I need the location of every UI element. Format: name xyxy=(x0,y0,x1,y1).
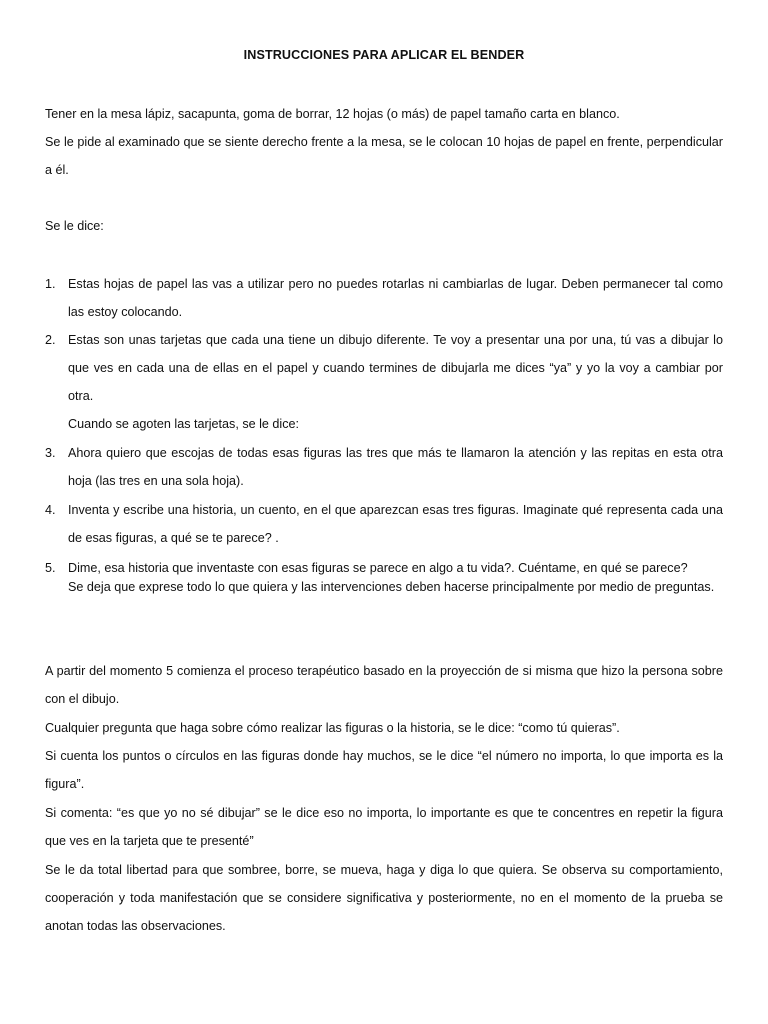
intro-paragraph-position: Se le pide al examinado que se siente derecho frente a la mesa, se le colocan 10 hojas de papel en frente, perpendicular a él. xyxy=(45,135,723,177)
item-number-2: 2. xyxy=(45,333,56,347)
closing-paragraph-3: Si cuenta los puntos o círculos en las figuras donde hay muchos, se le dice “el número no importa, lo que importa es la figura”. xyxy=(45,749,723,791)
closing-paragraph-5: Se le da total libertad para que sombree, borre, se mueva, haga y diga lo que quiera. Se observa su comportamiento, cooperación y toda manifestación que se considere significativa y posteriormente, no en el momento de la prueba se anotan todas las observaciones. xyxy=(45,863,723,933)
item-number-3: 3. xyxy=(45,446,56,460)
item-number-1: 1. xyxy=(45,277,56,291)
document-title: INSTRUCCIONES PARA APLICAR EL BENDER xyxy=(243,48,525,62)
se-le-dice-label: Se le dice: xyxy=(45,219,104,233)
list-item-4: Inventa y escribe una historia, un cuento, en el que aparezcan esas tres figuras. Imaginate qué representa cada una de esas figuras, a qué se te parece? . xyxy=(68,503,723,545)
list-item-5: Dime, esa historia que inventaste con esas figuras se parece en algo a tu vida?. Cuéntame, en qué se parece? xyxy=(68,561,688,575)
intro-paragraph-materials: Tener en la mesa lápiz, sacapunta, goma de borrar, 12 hojas (o más) de papel tamaño carta en blanco. xyxy=(45,107,620,121)
list-item-1: Estas hojas de papel las vas a utilizar pero no puedes rotarlas ni cambiarlas de lugar. Deben permanecer tal como las estoy colocando. xyxy=(68,277,723,319)
closing-paragraph-1: A partir del momento 5 comienza el proceso terapéutico basado en la proyección de si misma que hizo la persona sobre con el dibujo. xyxy=(45,664,723,706)
list-note-interventions: Se deja que exprese todo lo que quiera y las intervenciones deben hacerse principalmente por medio de preguntas. xyxy=(68,580,715,594)
list-note-cards-done: Cuando se agoten las tarjetas, se le dice: xyxy=(68,417,300,431)
item-number-5: 5. xyxy=(45,561,56,575)
item-number-4: 4. xyxy=(45,503,56,517)
closing-paragraph-2: Cualquier pregunta que haga sobre cómo realizar las figuras o la historia, se le dice: “como tú quieras”. xyxy=(45,721,620,735)
list-item-2: Estas son unas tarjetas que cada una tiene un dibujo diferente. Te voy a presentar una por una, tú vas a dibujar lo que ves en cada una de ellas en el papel y cuando termines de dibujarla me dices “ya” y yo la voy a cambiar por otra. xyxy=(68,333,723,403)
closing-paragraph-4: Si comenta: “es que yo no sé dibujar” se le dice eso no importa, lo importante es que te concentres en repetir la figura que ves en la tarjeta que te presenté” xyxy=(45,806,723,848)
list-item-3: Ahora quiero que escojas de todas esas figuras las tres que más te llamaron la atención y las repitas en esta otra hoja (las tres en una sola hoja). xyxy=(68,446,723,488)
